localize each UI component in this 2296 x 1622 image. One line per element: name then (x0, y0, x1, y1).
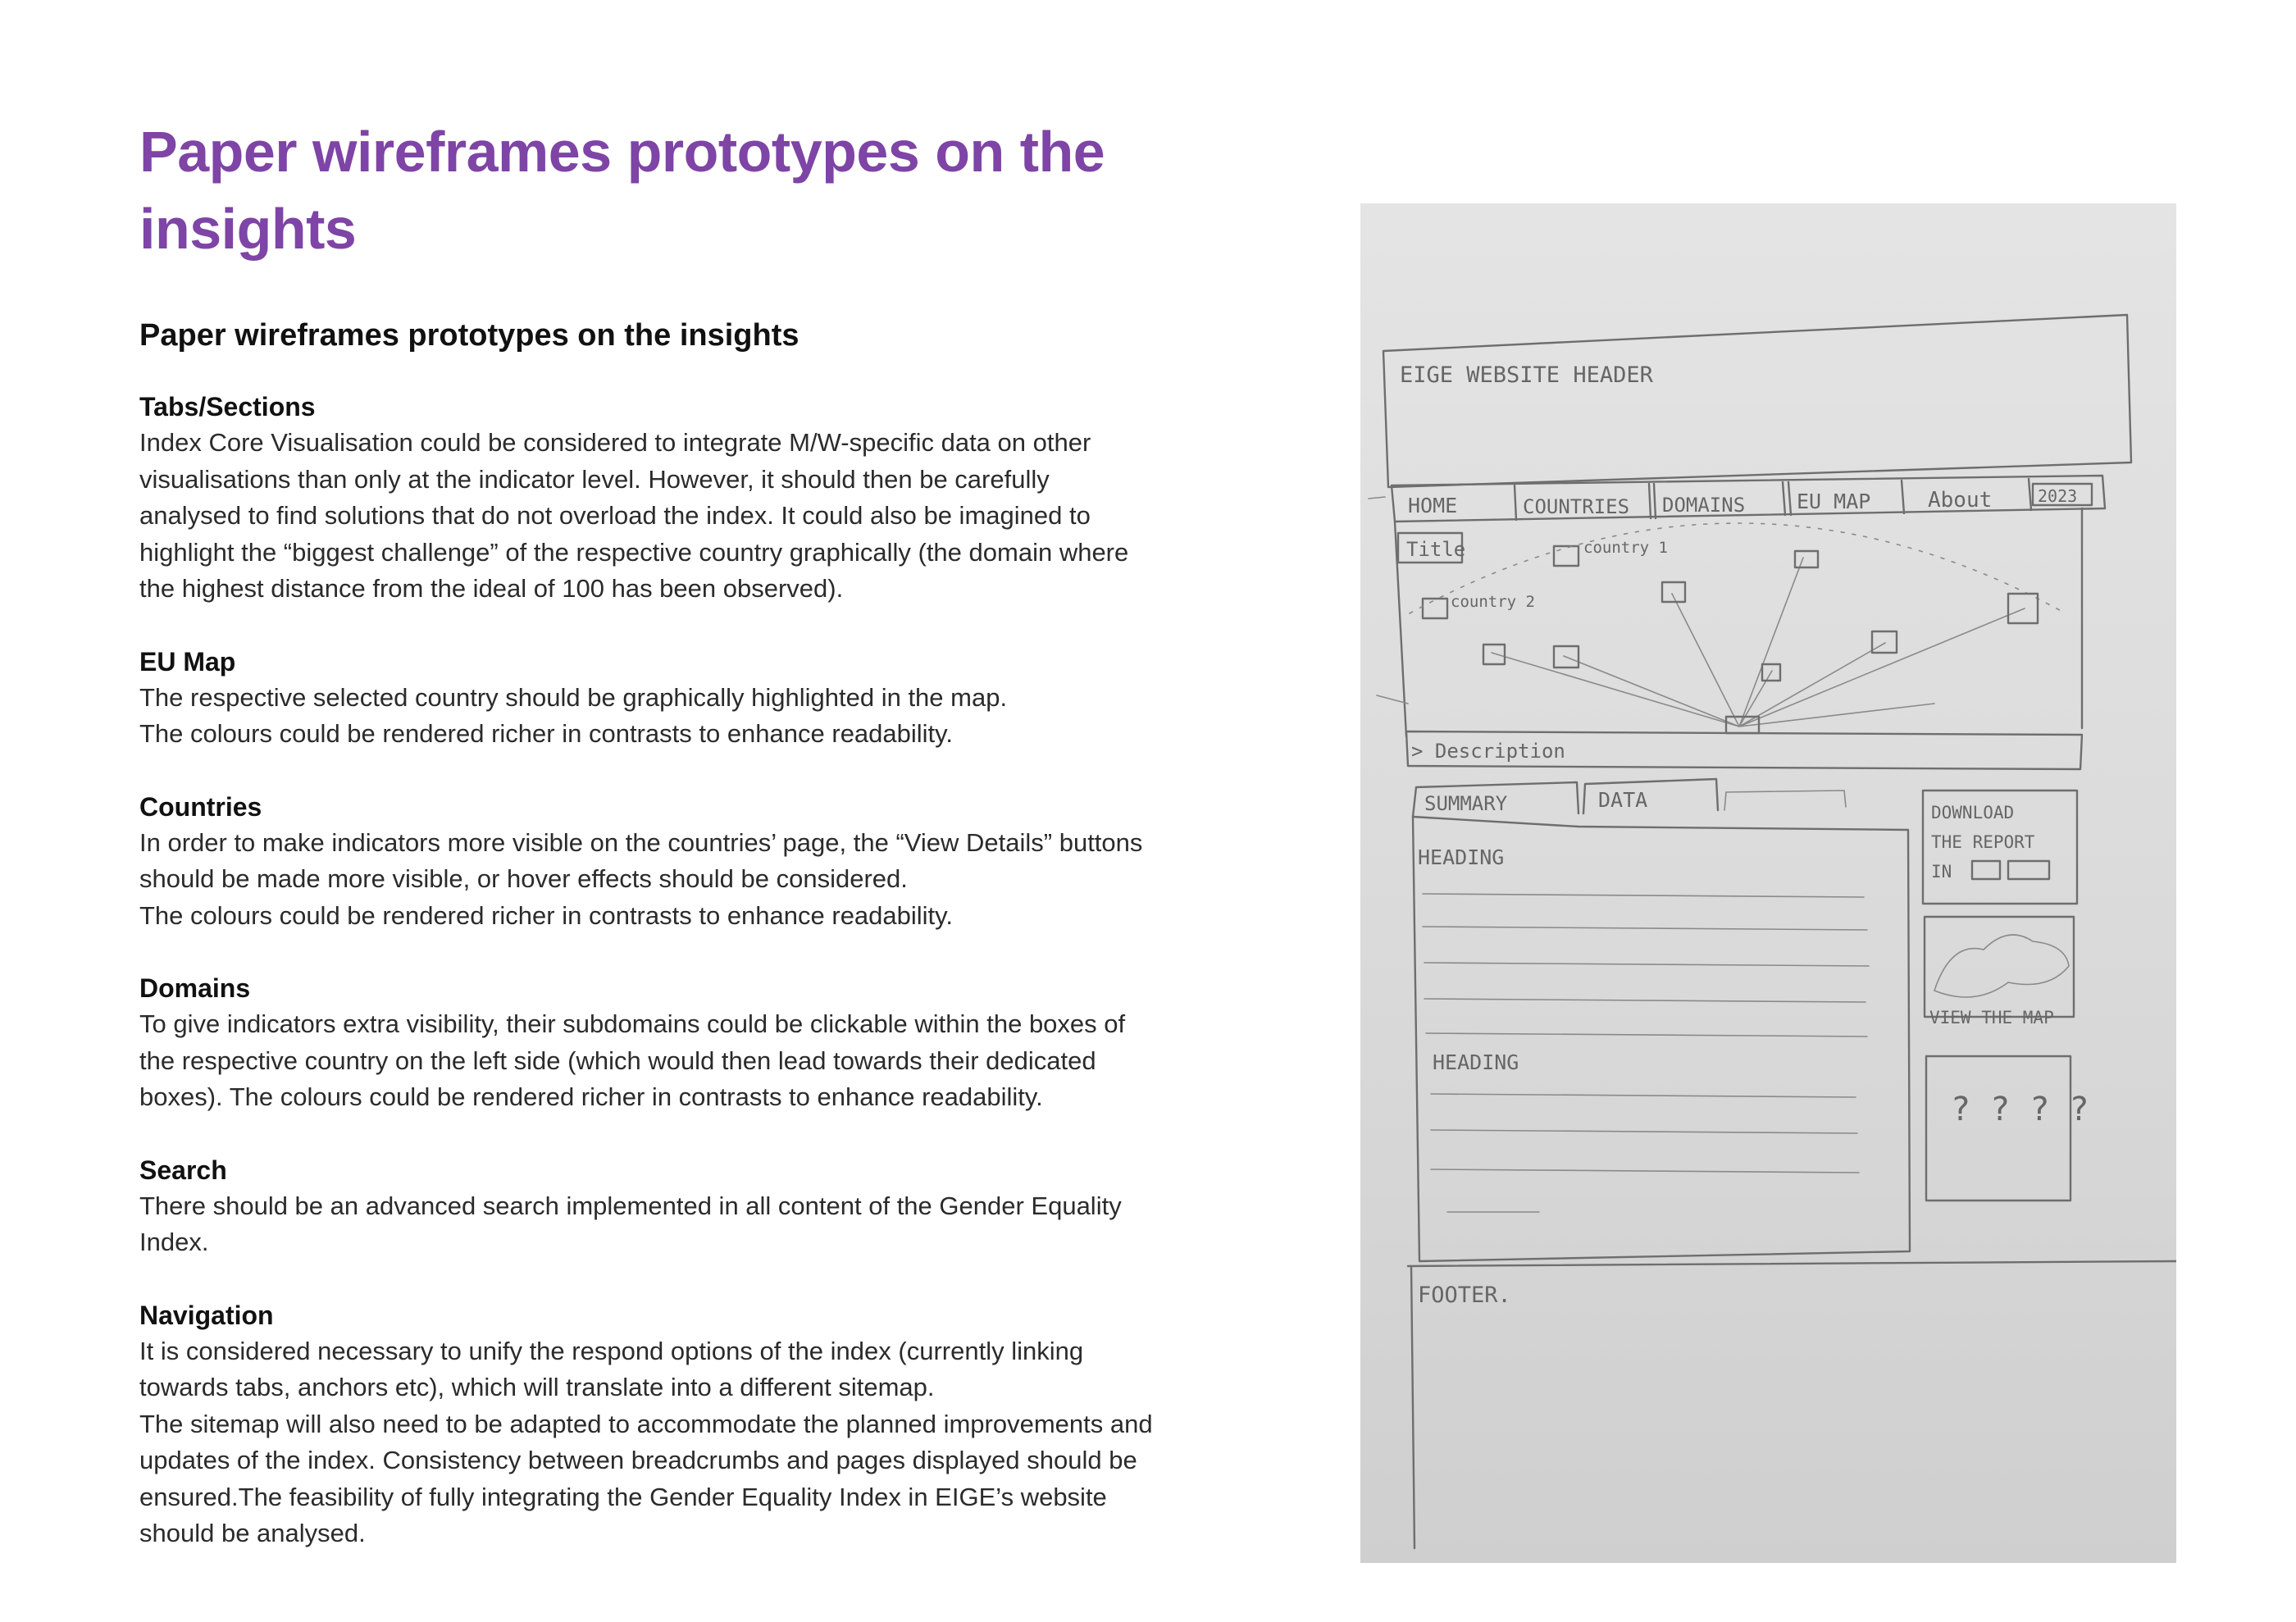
section-paragraph: Index Core Visualisation could be considered to integrate M/W-specific data on other visualisations than only at the indicator level. However, it should then be carefully analysed to find solutions that do not overload the index. It could also be imagined to highlight the “biggest challenge” of the respective country graphically (the domain where the highest distance from the ideal of 100 has been observed). (139, 428, 1129, 603)
section-domains (139, 970, 1156, 1116)
section-paragraph: The colours could be rendered richer in contrasts to enhance readability. (139, 719, 953, 748)
sketch-question-marks: ? ? ? ? (1951, 1091, 2089, 1128)
wireframe-sketch (1360, 203, 2176, 1563)
sketch-nav-domains: DOMAINS (1662, 494, 1746, 517)
wireframe-sketch-photo (1360, 203, 2176, 1563)
sketch-nav-year: 2023 (2038, 486, 2078, 506)
sketch-tab-summary-label: SUMMARY (1424, 792, 1508, 815)
section-paragraph: To give indicators extra visibility, their subdomains could be clickable within the boxes of the respective country on the left side (which would then lead towards their dedicated boxes). The colours could be rendered richer in contrasts to enhance readability. (139, 1009, 1126, 1111)
sketch-country1: country 1 (1583, 539, 1668, 557)
sketch-footer-line (1408, 1261, 2176, 1548)
sketch-nav-eu-map: EU MAP (1797, 490, 1871, 513)
sketch-tab-data-label: DATA (1598, 788, 1648, 812)
section-heading: Search (139, 1155, 227, 1185)
sketch-download-line3: IN (1931, 862, 1952, 882)
page-subtitle: Paper wireframes prototypes on the insights (139, 318, 800, 353)
section-paragraph: The colours could be rendered richer in contrasts to enhance readability. (139, 900, 953, 930)
sketch-title: Title (1406, 538, 1466, 561)
section-paragraph: In order to make indicators more visible on the countries’ page, the “View Details” buttons should be made more visible, or hover effects should be considered. (139, 827, 1143, 893)
section-countries (139, 789, 1156, 935)
section-paragraph: It is considered necessary to unify the respond options of the index (currently linking towards tabs, anchors etc), which will translate into a different sitemap. (139, 1336, 1084, 1401)
section-paragraph: There should be an advanced search implemented in all content of the Gender Equality Index. (139, 1191, 1122, 1256)
text-column (139, 113, 1156, 1552)
sketch-nav-home: HOME (1408, 494, 1458, 517)
sketch-footer: FOOTER. (1418, 1283, 1511, 1308)
sketch-placeholder-box (1926, 1056, 2070, 1201)
sketch-download-line2: THE REPORT (1931, 832, 2035, 852)
section-heading: Domains (139, 973, 251, 1003)
sketch-description: > Description (1411, 740, 1565, 763)
section-tabs (139, 389, 1156, 608)
sketch-view-map: VIEW THE MAP (1929, 1008, 2054, 1027)
section-navigation (139, 1297, 1156, 1552)
section-paragraph: The sitemap will also need to be adapted to accommodate the planned improvements and updates of the index. Consistency between breadcrumbs and pages displayed should be ensured.The feasibility of fully integrating the Gender Equality Index in EIGE’s website should be analysed. (139, 1409, 1153, 1547)
sketch-map-box (1925, 917, 2074, 1017)
section-search (139, 1152, 1156, 1261)
sketch-download-line1: DOWNLOAD (1931, 803, 2015, 822)
sketch-header-label: EIGE WEBSITE HEADER (1400, 362, 1653, 388)
sketch-header-box (1383, 315, 2131, 487)
sketch-country2: country 2 (1451, 593, 1535, 611)
sketch-nav-countries: COUNTRIES (1523, 495, 1630, 518)
section-heading: Countries (139, 791, 262, 822)
sketch-heading-2: HEADING (1433, 1050, 1519, 1074)
section-heading: Tabs/Sections (139, 392, 316, 421)
sketch-content-panel (1413, 817, 1910, 1261)
section-eu-map (139, 644, 1156, 753)
section-heading: Navigation (139, 1300, 274, 1330)
section-paragraph: The respective selected country should be graphically highlighted in the map. (139, 682, 1008, 712)
page-title: Paper wireframes prototypes on the insights (139, 120, 1105, 261)
sketch-heading-1: HEADING (1418, 845, 1505, 869)
sketch-nav-about: About (1928, 488, 1993, 513)
section-heading: EU Map (139, 646, 236, 677)
